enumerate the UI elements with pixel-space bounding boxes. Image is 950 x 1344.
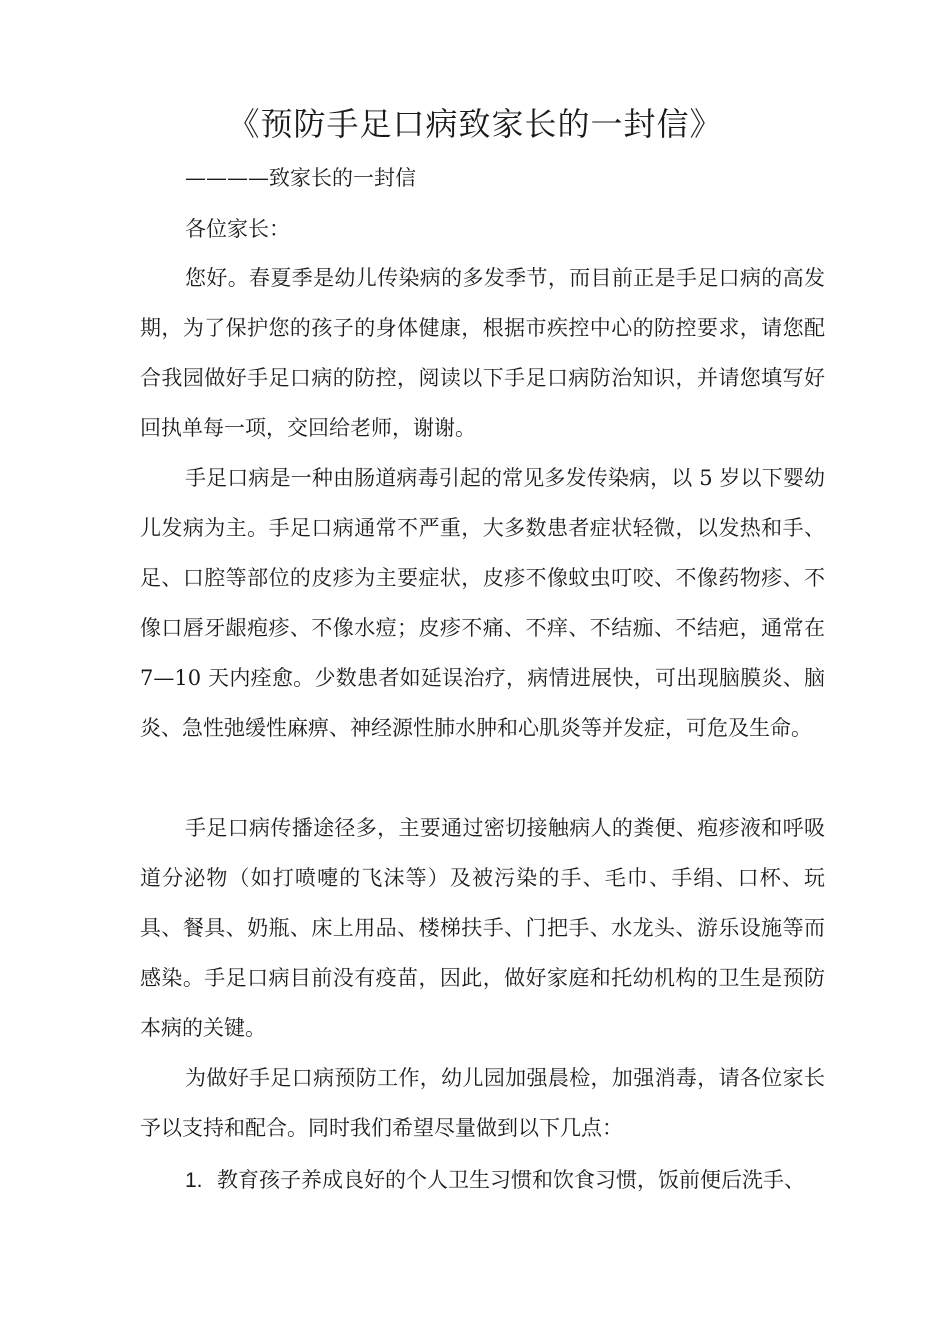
list-item xyxy=(185,1155,845,1206)
document-title: 《预防手足口病致家长的一封信》 xyxy=(227,105,723,143)
paragraph-greeting: 您好。春夏季是幼儿传染病的多发季节，而目前正是手足口病的高发期，为了保护您的孩子的身体健康，根据市疾控中心的防控要求，请您配合我园做好手足口病的防控，阅读以下手足口病防治知识，并请您填写好回执单每一项，交回给老师，谢谢。 xyxy=(140,266,825,440)
list-item-number: 1. xyxy=(185,1169,203,1192)
document-subtitle: ————致家长的一封信 xyxy=(185,166,416,190)
paragraph-prevention-request: 为做好手足口病预防工作，幼儿园加强晨检，加强消毒，请各位家长予以支持和配合。同时我们希望尽量做到以下几点： xyxy=(140,1066,825,1140)
list-item-text: 教育孩子养成良好的个人卫生习惯和饮食习惯，饭前便后洗手、 xyxy=(217,1168,805,1192)
salutation: 各位家长： xyxy=(185,217,290,241)
paragraph-disease-info: 手足口病是一种由肠道病毒引起的常见多发传染病，以 5 岁以下婴幼儿发病为主。手足口病通常不严重，大多数患者症状轻微，以发热和手、足、口腔等部位的皮疹为主要症状，皮疹不像蚊虫叮咬、不像药物疹、不像口唇牙龈疱疹、不像水痘；皮疹不痛、不痒、不结痂、不结疤，通常在 7—10 天内痊愈。少数患者如延误治疗，病情进展快，可出现脑膜炎、脑炎、急性弛缓性麻痹、神经源性肺水肿和心肌炎等并发症，可危及生命。 xyxy=(140,466,825,740)
paragraph-transmission: 手足口病传播途径多，主要通过密切接触病人的粪便、疱疹液和呼吸道分泌物（如打喷嚏的飞沫等）及被污染的手、毛巾、手绢、口杯、玩具、餐具、奶瓶、床上用品、楼梯扶手、门把手、水龙头、游乐设施等而感染。手足口病目前没有疫苗，因此，做好家庭和托幼机构的卫生是预防本病的关键。 xyxy=(140,816,825,1040)
